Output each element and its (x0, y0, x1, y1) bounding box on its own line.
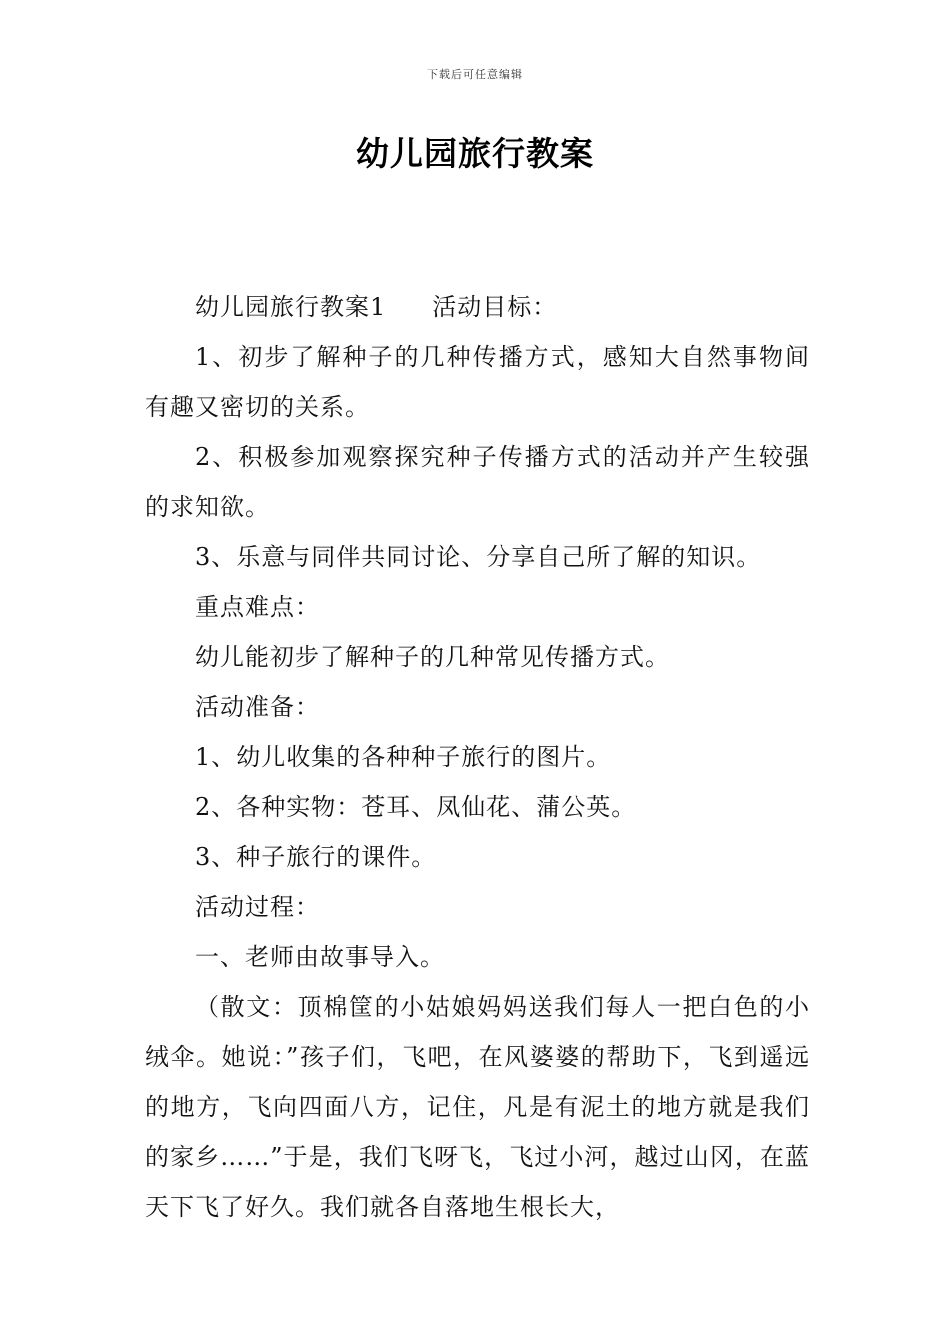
section-heading-line (145, 282, 810, 332)
paragraph-key-points: 幼儿能初步了解种子的几种常见传播方式。 (195, 643, 670, 671)
paragraph-process-label: 活动过程： (195, 893, 320, 921)
paragraph-preparation-3: 3、种子旅行的课件。 (195, 843, 437, 871)
paragraph-preparation-label: 活动准备： (195, 693, 320, 721)
paragraph-key-points-label: 重点难点： (195, 593, 320, 621)
paragraph-preparation-2: 2、各种实物：苍耳、凤仙花、蒲公英。 (195, 793, 637, 821)
paragraph-goal-3: 3、乐意与同伴共同讨论、分享自己所了解的知识。 (195, 543, 762, 571)
paragraph-goal-2: 2、积极参加观察探究种子传播方式的活动并产生较强的求知欲。 (145, 443, 810, 521)
page-header-note: 下载后可任意编辑 (427, 68, 523, 81)
paragraph-preparation-1: 1、幼儿收集的各种种子旅行的图片。 (195, 743, 612, 771)
document-body (145, 282, 810, 1232)
paragraph-goal-1: 1、初步了解种子的几种传播方式，感知大自然事物间有趣又密切的关系。 (145, 343, 810, 421)
paragraph-story: （散文：顶棉筐的小姑娘妈妈送我们每人一把白色的小绒伞。她说：”孩子们，飞吧，在风婆婆的帮助下，飞到遥远的地方，飞向四面八方，记住，凡是有泥土的地方就是我们的家乡……”于是，我们飞呀飞，飞过小河，越过山冈，在蓝天下飞了好久。我们就各自落地生根长大， (145, 993, 810, 1221)
document-title: 幼儿园旅行教案 (356, 134, 594, 173)
paragraph-process-step-1: 一、老师由故事导入。 (195, 943, 445, 971)
goal-label: 活动目标： (432, 293, 558, 321)
section-heading: 幼儿园旅行教案1 (195, 293, 387, 321)
